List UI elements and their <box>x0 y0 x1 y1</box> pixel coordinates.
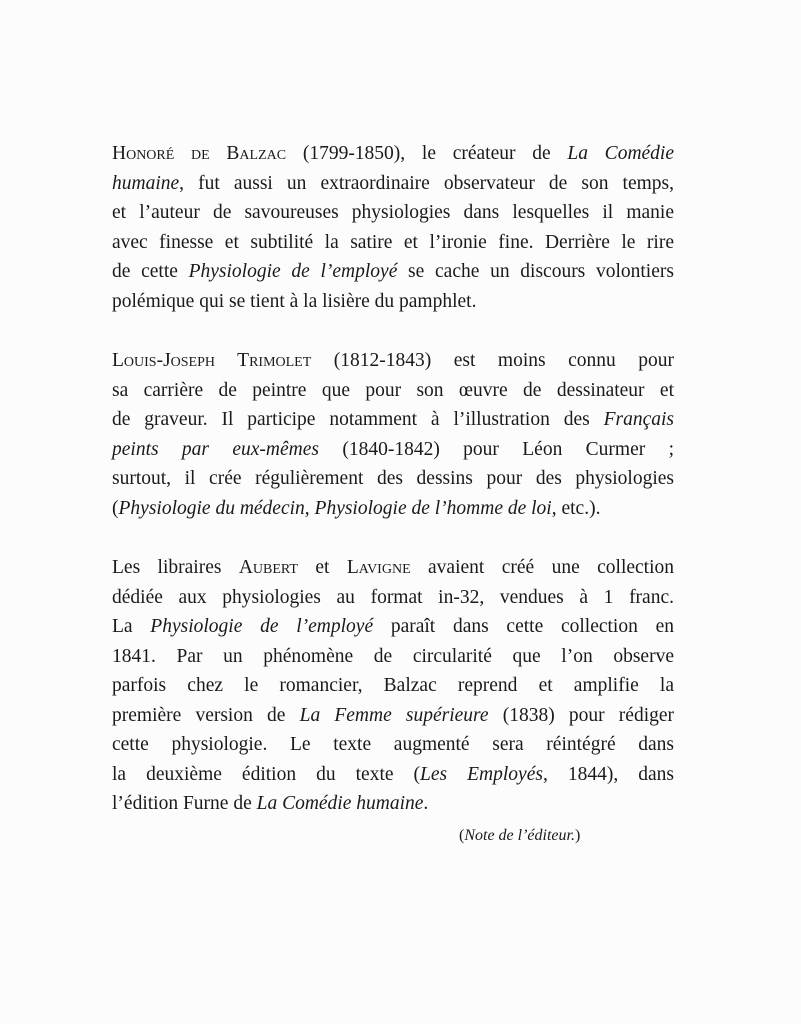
author-name: Aubert <box>238 557 298 578</box>
italic-title: La Comédie humaine <box>256 793 424 814</box>
text-line <box>112 553 674 583</box>
text-run: (1799-1850), le créateur de <box>286 143 568 164</box>
text-run: (1838) pour rédiger <box>488 704 675 726</box>
author-name: Lavigne <box>346 557 411 578</box>
text-run: paraît dans cette collection en <box>373 616 674 637</box>
italic-title: Les Employés <box>420 763 543 785</box>
italic-title: La Femme supérieure <box>299 704 489 726</box>
text-run: de graveur. Il participe notamment à l’illustration des <box>112 409 604 430</box>
text-line <box>112 583 674 613</box>
text-line <box>112 642 674 672</box>
text-line <box>112 287 674 317</box>
text-run: polémique qui se tient à la lisière du pamphlet. <box>112 290 477 312</box>
italic-title: Physiologie de l’employé <box>150 616 374 637</box>
text-run: se cache un discours volontiers <box>397 261 674 282</box>
text-run: l’édition Furne de <box>112 793 257 814</box>
text-line <box>112 494 674 524</box>
body-text <box>112 139 674 849</box>
text-line <box>112 671 674 701</box>
text-line <box>112 760 674 790</box>
italic-title: Physiologie de l’homme de loi <box>314 497 552 519</box>
text-run: et <box>297 557 347 578</box>
text-line <box>112 169 674 199</box>
author-name: Honoré de Balzac <box>112 143 287 164</box>
text-run: de cette <box>112 261 189 282</box>
text-line <box>112 435 674 465</box>
text-run: Les libraires <box>112 557 239 578</box>
text-line <box>112 730 674 760</box>
paragraph <box>112 139 674 316</box>
paragraph <box>112 553 674 819</box>
text-run: et l’auteur de savoureuses physiologies dans lesquelles il manie <box>112 202 674 223</box>
text-run: (1840-1842) pour Léon Curmer ; <box>318 438 674 460</box>
text-run: avaient créé une collection <box>410 557 675 578</box>
text-run: , 1844), dans <box>542 763 674 785</box>
text-run: dédiée aux physiologies au format in-32, vendues à 1 franc. <box>112 586 674 608</box>
text-run: ( <box>112 497 119 519</box>
italic-title: peints par eux-mêmes <box>112 438 319 460</box>
italic-title: humaine <box>112 172 180 194</box>
text-run: surtout, il crée régulièrement des dessins pour des physiologies <box>112 468 674 489</box>
text-line <box>112 376 674 406</box>
text-run: 1841. Par un phénomène de circularité que l’on observe <box>112 645 674 667</box>
text-run: cette physiologie. Le texte augmenté sera réintégré dans <box>112 734 674 755</box>
note-open-paren: ( <box>459 827 465 844</box>
text-line <box>112 612 674 642</box>
note-close-paren: ) <box>574 827 581 844</box>
text-run: la deuxième édition du texte ( <box>112 763 421 785</box>
text-run: sa carrière de peintre que pour son œuvre de dessinateur et <box>112 379 674 401</box>
italic-title: Physiologie du médecin <box>118 497 305 519</box>
italic-title: Physiologie de l’employé <box>188 261 398 282</box>
text-run: avec finesse et subtilité la satire et l’ironie fine. Derrière le rire <box>112 231 674 253</box>
text-run: La <box>112 616 151 637</box>
text-run: , <box>304 497 315 519</box>
text-line <box>112 228 674 258</box>
text-run: parfois chez le romancier, Balzac reprend et amplifie la <box>112 675 674 696</box>
text-line <box>112 464 674 494</box>
note-text: Note de l’éditeur. <box>464 827 575 844</box>
paragraph <box>112 346 674 523</box>
text-run: (1812-1843) est moins connu pour <box>311 350 674 371</box>
text-run: première version de <box>112 704 300 726</box>
author-name: Louis-Joseph Trimolet <box>112 350 312 371</box>
text-line <box>112 405 674 435</box>
text-line <box>112 139 674 169</box>
text-line <box>112 346 674 376</box>
text-run: . <box>423 793 429 814</box>
text-line <box>112 198 674 228</box>
text-run: , fut aussi un extraordinaire observateur de son temps, <box>179 172 674 194</box>
text-line <box>112 789 674 819</box>
italic-title: La Comédie <box>567 143 674 164</box>
text-line <box>112 701 674 731</box>
text-line <box>112 257 674 287</box>
italic-title: Français <box>603 409 674 430</box>
editor-note <box>459 825 580 847</box>
text-run: , etc.). <box>551 497 601 519</box>
